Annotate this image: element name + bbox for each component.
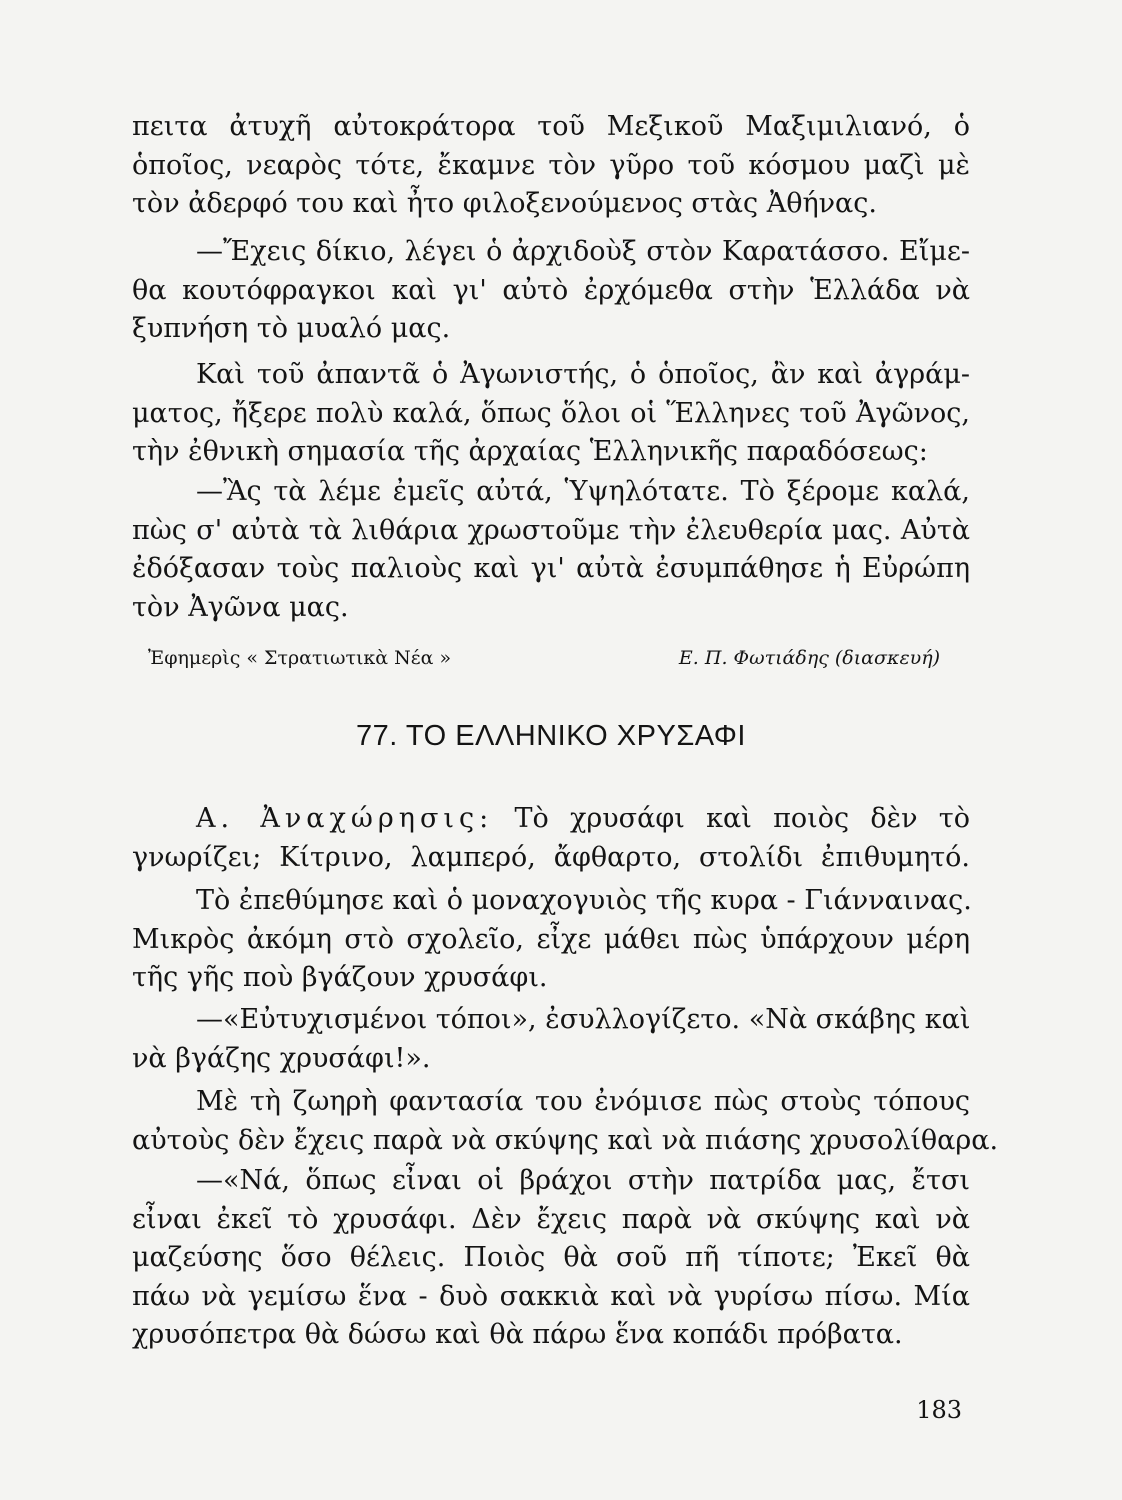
text-line: ξυπνήση τὸ μυαλό μας. — [132, 313, 451, 344]
text-line: Μὲ τὴ ζωηρὴ φαντασία του ἐνόμισε πὼς στοὺς τόπους — [196, 1086, 970, 1117]
text-fragment: Τὸ χρυσάφι καὶ ποιὸς δὲν τὸ — [514, 803, 970, 834]
text-line: μαζεύσης ὅσο θέλεις. Ποιὸς θὰ σοῦ πῆ τίποτε; Ἐκεῖ θὰ — [132, 1242, 970, 1273]
text-line: —«Νά, ὅπως εἶναι οἱ βράχοι στὴν πατρίδα μας, ἔτσι — [196, 1165, 970, 1196]
text-line: πειτα ἀτυχῆ αὐτοκράτορα τοῦ Μεξικοῦ Μαξιμιλιανό, ὁ — [132, 111, 970, 142]
intro-paragraph — [132, 800, 970, 877]
text-line: ματος, ἤξερε πολὺ καλά, ὅπως ὅλοι οἱ Ἕλληνες τοῦ Ἀγῶνος, — [132, 397, 970, 429]
archduke-dialogue — [132, 233, 970, 349]
text-line: —Ἂς τὰ λέμε ἐμεῖς αὐτά, Ὑψηλότατε. Τὸ ξέρομε καλά, — [196, 476, 970, 507]
narration-paragraph — [132, 356, 970, 472]
text-line: Καὶ τοῦ ἀπαντᾶ ὁ Ἀγωνιστής, ὁ ὁποῖος, ἂν καὶ ἀγράμ- — [196, 359, 970, 390]
chapter-title: 77. ΤΟ ΕΛΛΗΝΙΚΟ ΧΡΥΣΑΦΙ — [356, 720, 746, 752]
text-line: χρυσόπετρα θὰ δώσω καὶ θὰ πάρω ἕνα κοπάδι πρόβατα. — [132, 1319, 903, 1350]
text-line: πὼς σ' αὐτὰ τὰ λιθάρια χρωστοῦμε τὴν ἐλευθερία μας. Αὐτὰ — [132, 514, 970, 546]
thought-paragraph — [132, 1001, 970, 1078]
text-line: θα κουτόφραγκοι καὶ γι' αὐτὸ ἐρχόμεθα στὴν Ἑλλάδα νὰ — [132, 274, 970, 306]
text-line: τὸν Ἀγῶνα μας. — [132, 591, 349, 623]
source-author: Ε. Π. Φωτιάδης (διασκευή) — [678, 647, 940, 669]
text-line: τὸν ἀδερφό του καὶ ἦτο φιλοξενούμενος στὰς Ἀθήνας. — [132, 188, 877, 219]
text-line: Τὸ ἐπεθύμησε καὶ ὁ μοναχογυιὸς τῆς κυρα - Γιάνναινας. — [196, 885, 972, 916]
text-line: εἶναι ἐκεῖ τὸ χρυσάφι. Δὲν ἔχεις παρὰ νὰ σκύψης καὶ νὰ — [132, 1203, 970, 1235]
text-line: γνωρίζει; Κίτρινο, λαμπερό, ἄφθαρτο, στολίδι ἐπιθυμητό. — [132, 841, 970, 873]
monologue-paragraph — [132, 1162, 970, 1355]
story-paragraph — [132, 882, 970, 998]
continuation-paragraph — [132, 108, 970, 224]
text-line: τὴν ἐθνικὴ σημασία τῆς ἀρχαίας Ἑλληνικῆς παραδόσεως: — [132, 436, 928, 467]
text-line: —Ἔχεις δίκιο, λέγει ὁ ἀρχιδοὺξ στὸν Καρατάσσο. Εἴμε- — [196, 236, 970, 267]
text-line: ὁποῖος, νεαρὸς τότε, ἔκαμνε τὸν γῦρο τοῦ κόσμου μαζὶ μὲ — [132, 149, 970, 181]
text-line: αὐτοὺς δὲν ἔχεις παρὰ νὰ σκύψης καὶ νὰ πιάσης χρυσολίθαρα. — [132, 1124, 999, 1156]
text-line: τῆς γῆς ποὺ βγάζουν χρυσάφι. — [132, 962, 548, 993]
text-line: πάω νὰ γεμίσω ἕνα - δυὸ σακκιὰ καὶ νὰ γυρίσω πίσω. Μία — [132, 1280, 970, 1312]
imagination-paragraph — [132, 1083, 999, 1160]
source-publication: Ἐφημερὶς « Στρατιωτικὰ Νέα » — [148, 647, 452, 669]
karatassos-dialogue — [132, 473, 970, 627]
page-number: 183 — [916, 1396, 962, 1424]
text-line — [132, 800, 970, 839]
text-line: Μικρὸς ἀκόμη στὸ σχολεῖο, εἶχε μάθει πὼς ὑπάρχουν μέρη — [132, 923, 970, 955]
text-line: νὰ βγάζης χρυσάφι!». — [132, 1042, 431, 1074]
text-line: —«Εὐτυχισμένοι τόποι», ἐσυλλογίζετο. «Νὰ σκάβης καὶ — [196, 1004, 971, 1035]
section-label: Α. Ἀναχώρησις: — [196, 803, 494, 834]
text-line: ἐδόξασαν τοὺς παλιοὺς καὶ γι' αὐτὰ ἐσυμπάθησε ἡ Εὐρώπη — [132, 553, 970, 584]
